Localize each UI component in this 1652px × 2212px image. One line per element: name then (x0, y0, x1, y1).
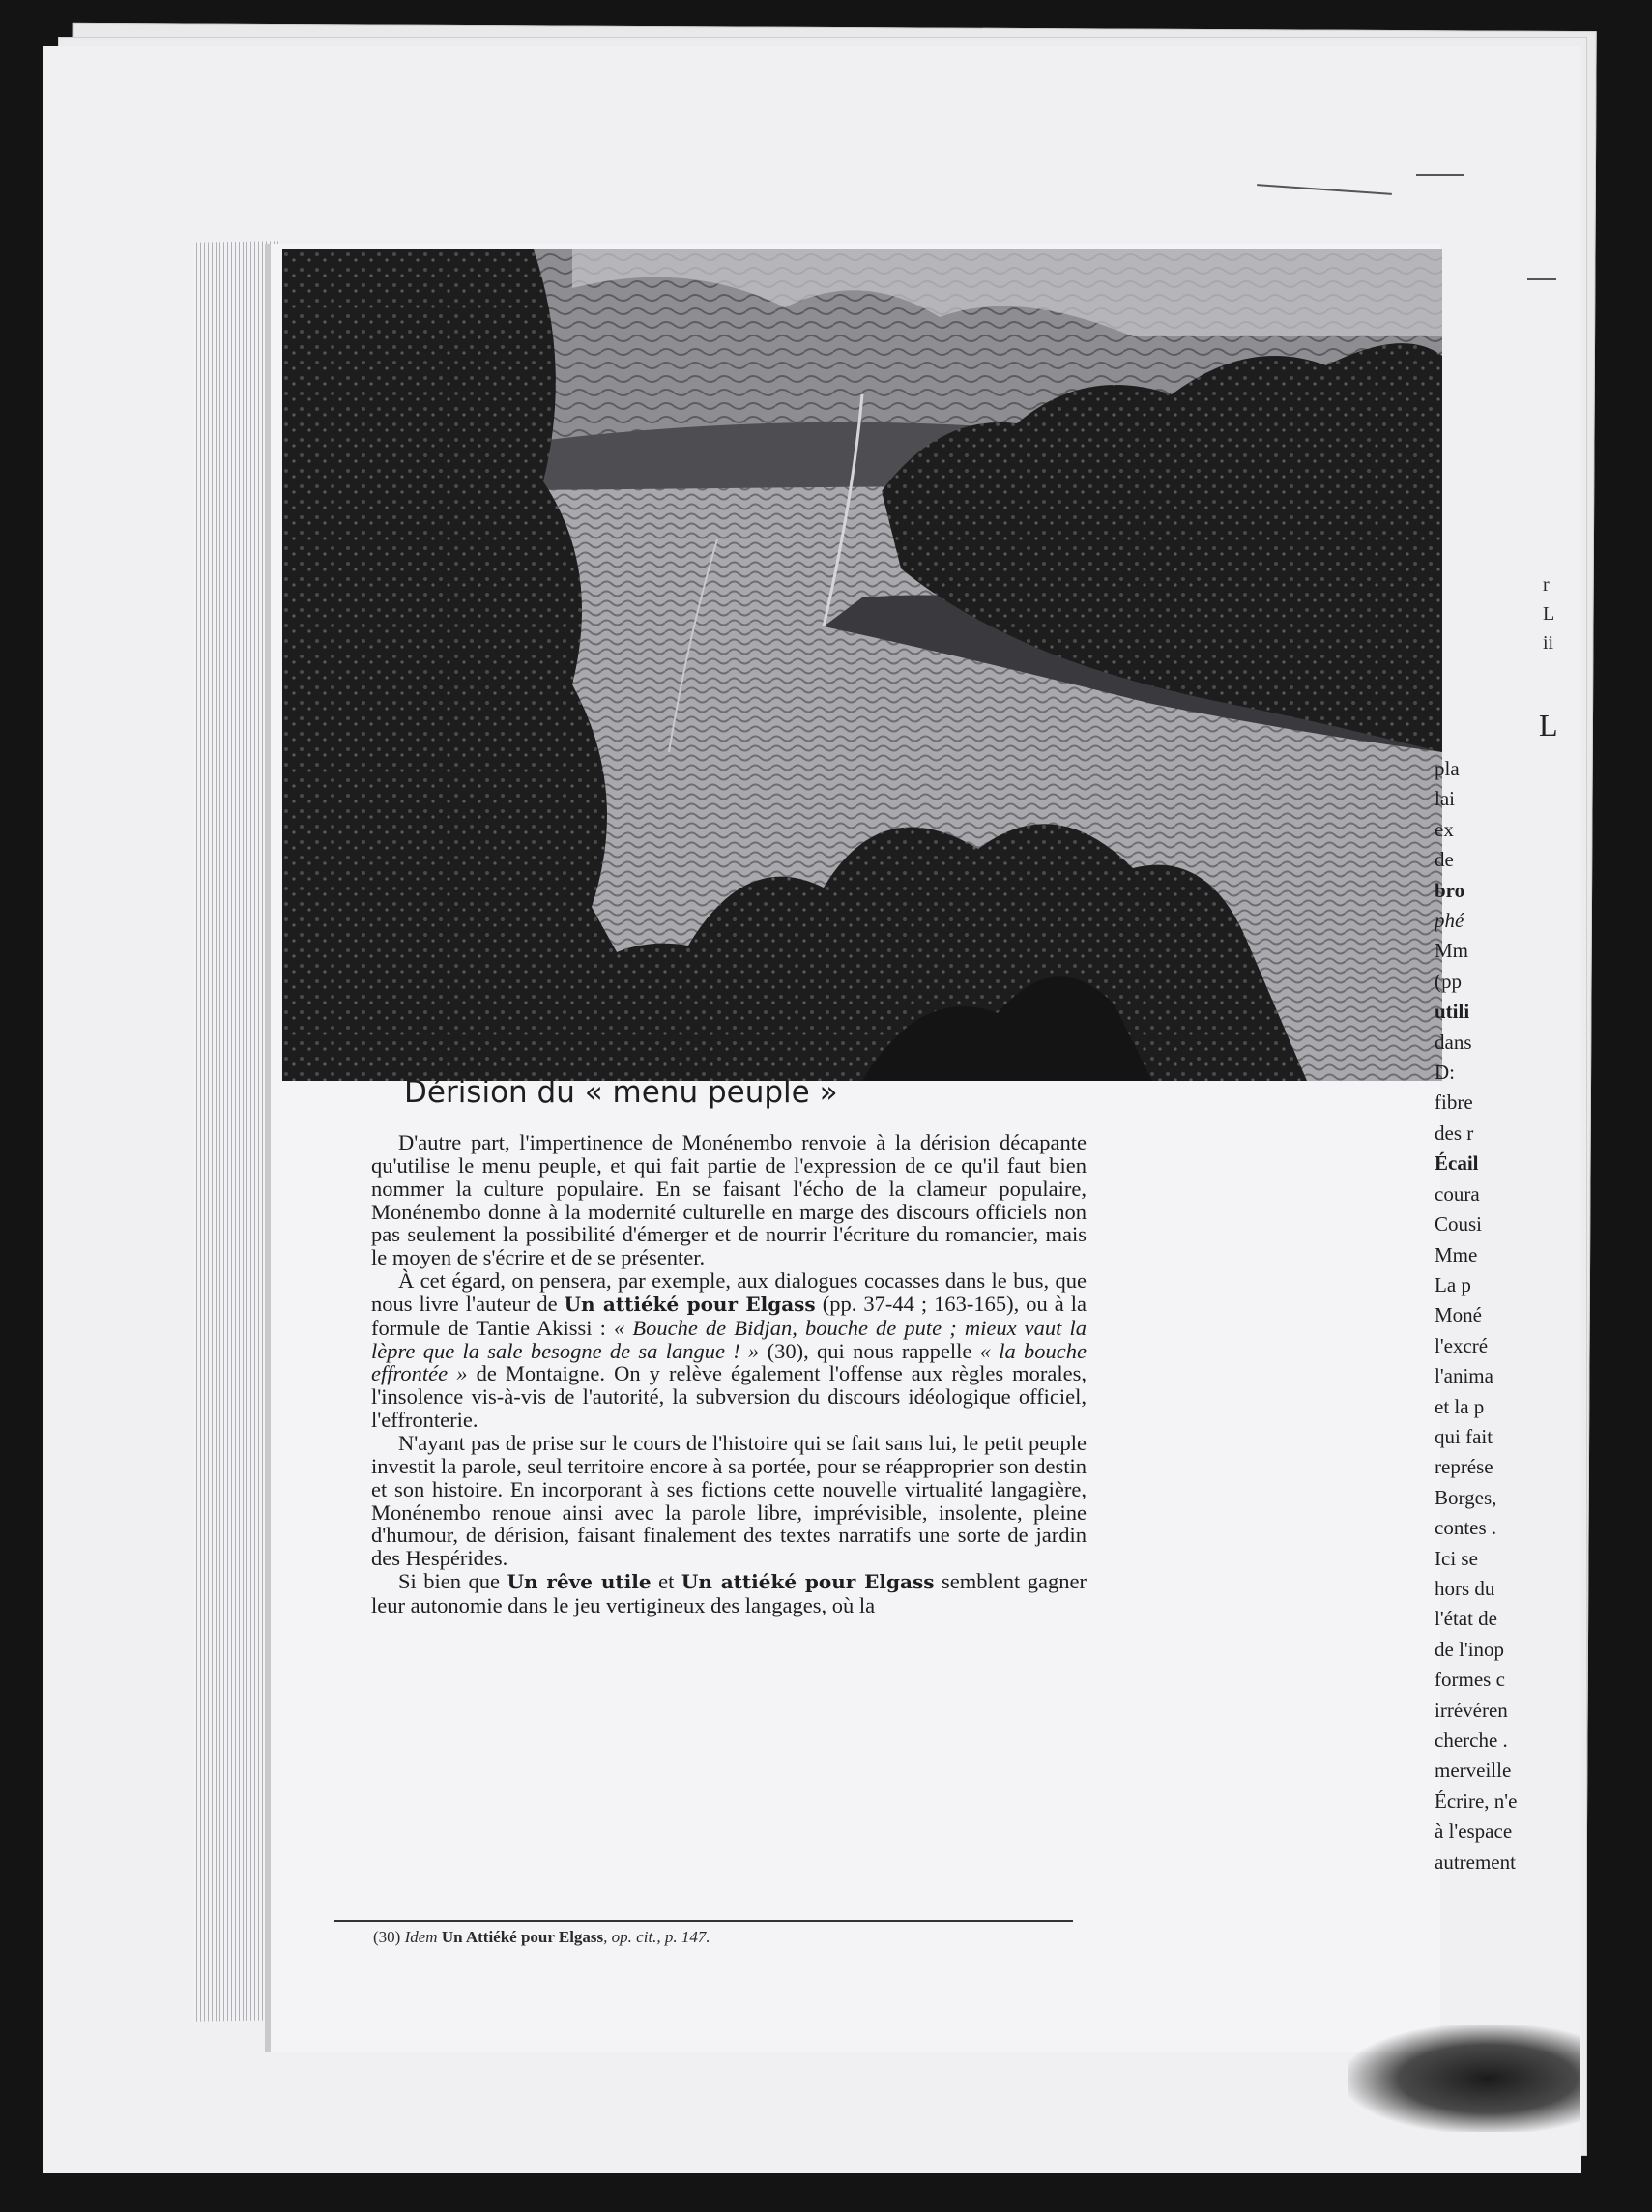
book-title: Un attiéké pour Elgass (681, 1570, 935, 1594)
side-page-line: Ici se (1435, 1546, 1478, 1570)
footnote-reference: , op. cit., p. 147. (603, 1928, 710, 1946)
side-page-line: Borges, (1435, 1485, 1497, 1509)
side-page-line: l'anima (1435, 1364, 1493, 1388)
side-page-line: bro (1435, 878, 1465, 902)
side-page-line: (pp (1435, 969, 1462, 993)
scan-mark (1416, 174, 1464, 176)
side-page-line: D: (1435, 1061, 1455, 1085)
side-page-line: l'excré (1435, 1333, 1489, 1357)
footnote-book-title: Un Attiéké pour Elgass (441, 1928, 604, 1946)
side-page-line: Moné (1435, 1303, 1482, 1327)
side-page-line: formes c (1435, 1668, 1505, 1692)
side-page-line: représe (1435, 1455, 1493, 1479)
side-page-line: qui fait (1435, 1424, 1493, 1448)
scan-mark (1527, 278, 1556, 280)
side-page-line: utili (1435, 1000, 1470, 1024)
side-page-line: des r (1435, 1121, 1474, 1145)
side-page-line: La p (1435, 1272, 1471, 1296)
side-page-line: l'état de (1435, 1607, 1497, 1631)
quotation: « Bouche de Bidjan, bouche de pute ; mieux vaut la lèpre que la sale besogne de sa langue ! » (371, 1315, 1087, 1363)
side-fragment: r (1543, 574, 1550, 596)
side-fragment: L (1543, 603, 1555, 625)
side-page-line: irrévéren (1435, 1698, 1508, 1722)
side-page-line: pla (1435, 757, 1460, 780)
text-run: (pp. 37-44 ; 163-165), ou à la formule de Tantie Akissi : (371, 1291, 1087, 1340)
side-page-line: cherche . (1435, 1729, 1508, 1752)
side-page-line: Mme (1435, 1242, 1478, 1266)
side-page-heading-letter: L (1539, 708, 1558, 742)
footnote (373, 1928, 710, 1947)
text-run: semblent gagner leur autonomie dans le jeu vertigineux des langages, où la (371, 1569, 1087, 1617)
side-page-line: de l'inop (1435, 1637, 1505, 1661)
side-page-line: contes . (1435, 1516, 1497, 1540)
text-run: À cet égard, on pensera, par exemple, aux dialogues cocasses dans le bus, que nous livre l'auteur de (371, 1268, 1087, 1316)
lake-photograph (282, 249, 1442, 1081)
book-title: Un rêve utile (507, 1570, 652, 1594)
side-page-line: autrement (1435, 1849, 1516, 1874)
footnote-idem: Idem (404, 1928, 438, 1946)
page-fold-shadow (1348, 2025, 1580, 2132)
book-page-edges (193, 241, 280, 2022)
paragraph-4 (371, 1570, 1087, 1617)
book-title: Un attiéké pour Elgass (564, 1292, 816, 1316)
side-page-column (1435, 754, 1580, 1953)
quotation: « la bouche effrontée » (371, 1338, 1087, 1386)
side-page-line: Écail (1435, 1151, 1479, 1176)
text-run: (30), qui nous rappelle (759, 1338, 980, 1363)
side-page-line: à l'espace (1435, 1819, 1513, 1844)
text-run: et (651, 1569, 681, 1594)
side-page-line: dans (1435, 1030, 1472, 1054)
section-title: Dérision du « menu peuple » (404, 1075, 838, 1110)
article-body (371, 1131, 1087, 1617)
side-page-line: lai (1435, 787, 1455, 811)
footnote-rule (334, 1920, 1073, 1922)
side-fragment: ii (1543, 632, 1554, 654)
footnote-number: (30) (373, 1928, 405, 1946)
side-page-line: fibre (1435, 1091, 1473, 1115)
side-page-line: Écrire, n'e (1435, 1789, 1518, 1813)
side-page-line: de (1435, 848, 1454, 872)
lake-landscape-image (282, 249, 1442, 1081)
side-page-line: Cousi (1435, 1212, 1483, 1237)
paragraph-2 (371, 1269, 1087, 1432)
side-page-line: phé (1435, 909, 1464, 933)
paragraph-1: D'autre part, l'impertinence de Monénembo renvoie à la dérision décapante qu'utilise le menu peuple, et qui fait partie de l'expression de ce qu'il faut bien nommer la culture populaire. En se faisant l'écho de la clameur populaire, Monénembo donne à la modernité culturelle en marge des discours officiels non pas seulement la possibilité d'émerger et de nourrir l'écriture du romancier, mais le moyen de s'écrire et de se présenter. (371, 1130, 1087, 1270)
side-page-top-fragments (1543, 570, 1554, 657)
side-page-line: hors du (1435, 1576, 1495, 1600)
side-page-line: coura (1435, 1181, 1480, 1206)
side-page-line: et la p (1435, 1394, 1485, 1418)
text-run: de Montaigne. On y relève également l'offense aux règles morales, l'insolence vis-à-vis de l'autorité, la subversion du discours idéologique officiel, l'effronterie. (371, 1361, 1087, 1433)
side-page-line: ex (1435, 817, 1454, 841)
side-page-line: Mm (1435, 939, 1469, 963)
text-run: Si bien que (398, 1569, 507, 1594)
side-page-line: merveille (1435, 1759, 1512, 1783)
paragraph-3: N'ayant pas de prise sur le cours de l'histoire qui se fait sans lui, le petit peuple investit la parole, seul territoire encore à sa portée, pour se réapproprier son destin et son histoire. En incorporant à ses fictions cette nouvelle virtualité langagière, Monénembo renoue ainsi avec la parole libre, imprévisible, insolente, pleine d'humour, de dérision, faisant finalement des textes narratifs une sorte de jardin des Hespérides. (371, 1430, 1087, 1571)
